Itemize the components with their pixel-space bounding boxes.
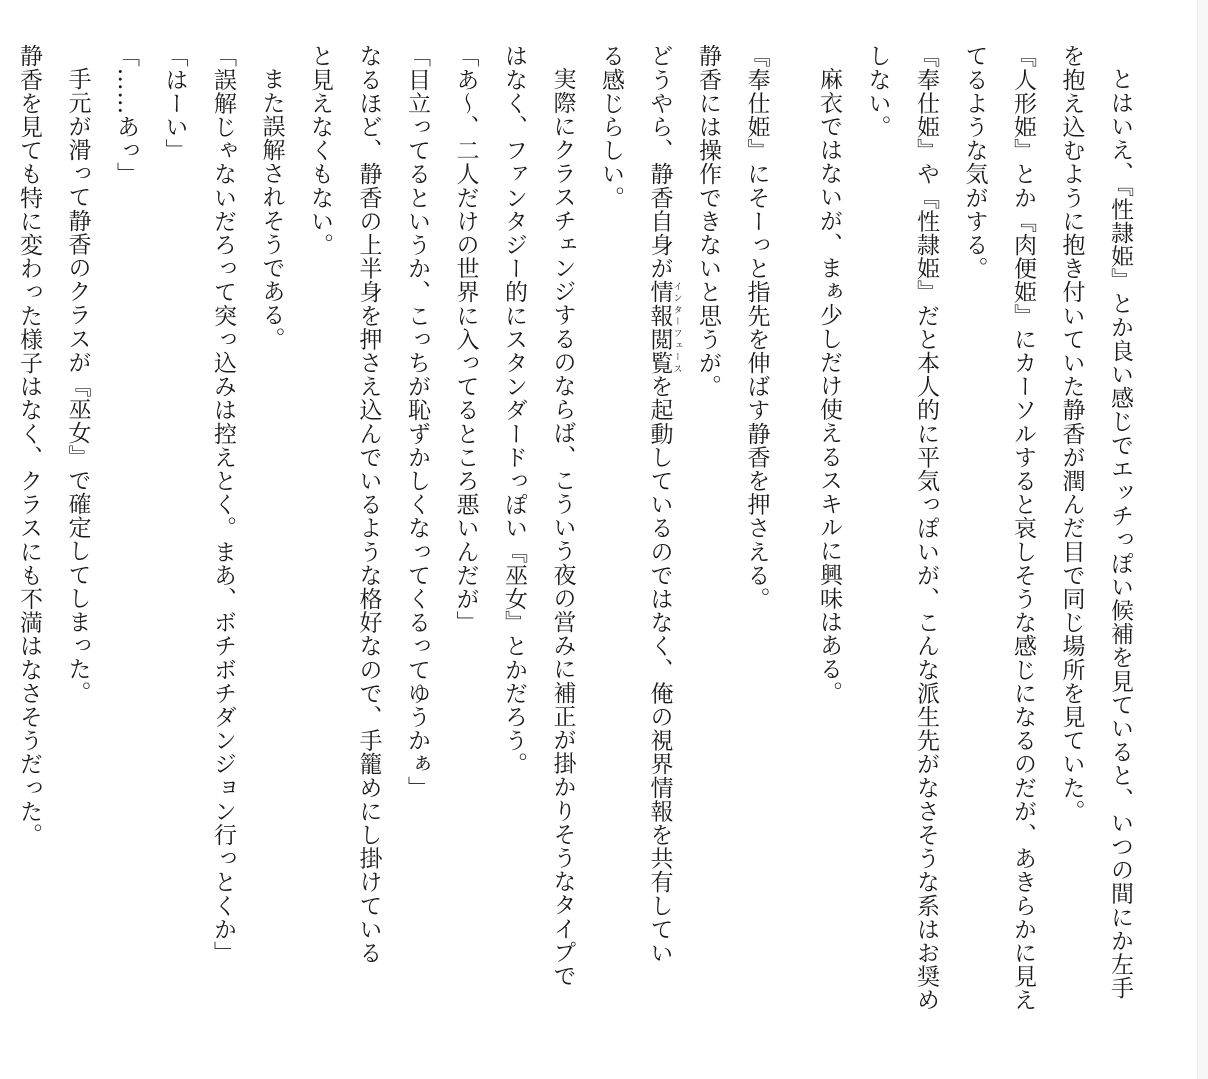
text-line: を抱え込むように抱き付いていた静香が潤んだ目で同じ場所を見ていた。 (1058, 44, 1085, 823)
text-line: 静香を見ても特に変わった様子はなく、クラスにも不満はなさそうだった。 (16, 44, 42, 847)
text-line: る感じらしい。 (598, 44, 624, 210)
scrollbar[interactable] (1197, 0, 1208, 1079)
text-line-with-ruby (635, 44, 684, 1054)
text-line: 『人形姫』とか『肉便姫』にカーソルすると哀しそうな感じになるのだが、あきらかに見え (1010, 44, 1036, 1012)
text-line: 「……あっ」 (113, 44, 139, 186)
text-segment: を起動しているのではなく、俺の視界情報を共有してい (646, 374, 673, 965)
text-line: とはいえ、『性隷姫』とか良い感じでエッチっぽい候補を見ていると、いつの間にか左手 (1107, 67, 1133, 1000)
text-segment: どうやら、静香自身が (646, 44, 673, 280)
text-line: 手元が滑って静香のクラスが『巫女』で確定してしまった。 (64, 67, 91, 705)
vertical-text-body (5, 44, 1145, 1054)
text-line: しない。 (864, 44, 891, 139)
text-line: また誤解されそうである。 (258, 67, 285, 351)
text-line: てるような気がする。 (961, 44, 988, 280)
text-line: 『奉仕姫』にそーっと指先を伸ばす静香を押さえる。 (743, 44, 770, 611)
text-line: 『奉仕姫』や『性隷姫』だと本人的に平気っぽいが、こんな派生先がなさそうな系はお奨め (913, 44, 939, 1012)
ruby-annotation (646, 280, 682, 375)
text-line: 麻衣ではないが、まぁ少しだけ使えるスキルに興味はある。 (816, 67, 842, 705)
ruby-reading: インターフェース (671, 280, 682, 375)
text-line: と見えなくもない。 (307, 44, 333, 257)
text-line: 「はーい」 (161, 44, 188, 162)
text-line: なるほど、静香の上半身を押さえ込んでいるような格好なので、手籠めにし掛けている (355, 44, 382, 965)
text-line: 「目立ってるというか、こっちが恥ずかしくなってくるってゆうかぁ」 (404, 44, 430, 800)
text-line: 「あ～、二人だけの世界に入ってるところ悪いんだが」 (452, 44, 479, 634)
text-line: 実際にクラスチェンジするのならば、こういう夜の営みに補正が掛かりそうなタイプで (549, 67, 576, 988)
text-line: 「誤解じゃないだろって突っ込みは控えとく。まあ、ボチボチダンジョン行っとくか」 (210, 44, 236, 965)
ruby-base: 情報閲覧 (646, 280, 673, 375)
text-line: 静香には操作できないと思うが。 (695, 44, 721, 398)
text-line: はなく、ファンタジー的にスタンダードっぽい『巫女』とかだろう。 (501, 44, 527, 776)
